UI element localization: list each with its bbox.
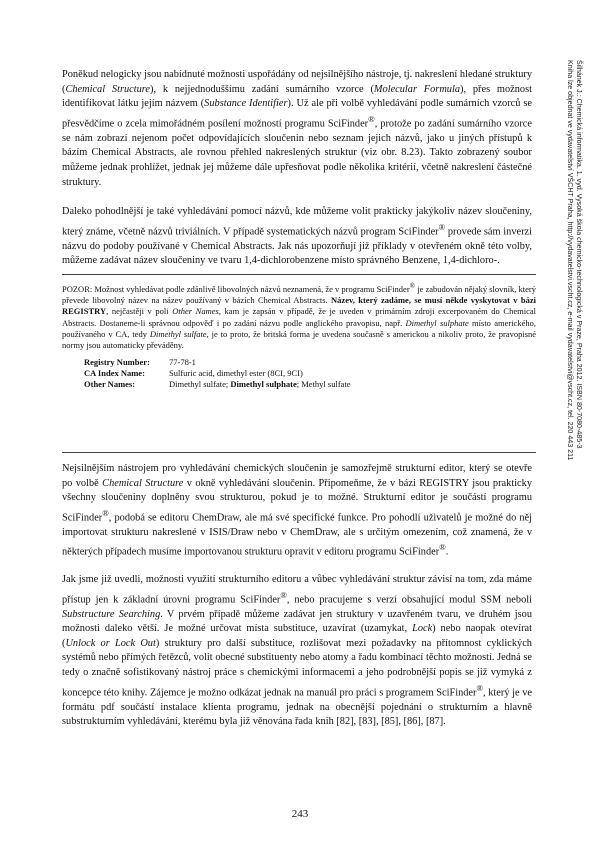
italic-term: Dimethyl sulphate (405, 317, 469, 328)
registry-record-example (84, 357, 536, 391)
text-run: ) nebo naopak otevírat ( (62, 623, 532, 649)
registered-mark: ® (438, 221, 446, 232)
paragraph-substructure-search (62, 573, 532, 730)
citation-line: Šilhánek J.: Chemická informatika. 1. vyd. Vysoká škola chemicko-technologická v Praze, Praha 2012. ISBN 80-7080-485-3 (575, 60, 583, 449)
ordering-info-line: Kniha lze objednat ve vydavatelství VŠCHT Praha, http://vydavatelstvi.vscht.cz, e-mail vydavatelstvi@vscht.cz, tel. 220 443 211 (566, 60, 575, 461)
note-bottom-rule (62, 452, 536, 453)
text-run: ). Už ale při volbě vyhledávání podle sumárních vzorců se přesvědčíme o zcela mimořádném posílení možností programu SciFinder (62, 98, 532, 130)
field-label: Registry Number: (84, 356, 150, 367)
italic-term: Substance Identifier (204, 98, 288, 110)
field-value (169, 379, 351, 390)
text-run: ; Methyl sulfate (296, 379, 351, 390)
text-run: , je to proto, že britská forma je uvedena současně s americkou a nikoliv proto, že pravopisné normy jsou automaticky převáděny. (62, 329, 537, 351)
registered-mark: ® (280, 589, 287, 600)
registered-mark: ® (439, 542, 446, 553)
text-run: ), k nejjednoduššímu zadání sumárního vzorce ( (150, 83, 374, 95)
text-run: provede sám inverzi názvu do podoby používané v Chemical Abstracts. Jak nás upozorňují již příklady v otevřeném okně této volby, můžeme zadávat název sloučeniny ve tvaru 1,4-dichlorobenzene místo správného Benzene, 1,4-dichloro-. (62, 226, 532, 267)
page-number: 243 (291, 808, 309, 820)
text-run: , podobá se editoru ChemDraw, ale má své specifické funkce. Pro pohodlí uživatelů je možné do něj importovat strukturu nakreslené v ISIS/Draw nebo v ChemDraw, ale s určitým omezením, což znamená, že v některých případech musíme importovanou strukturu opravit v editoru programu SciFinder (62, 512, 532, 558)
text-run: . (445, 546, 449, 558)
italic-term: Molecular Formula (373, 83, 461, 95)
field-label: Other Names: (84, 379, 136, 390)
italic-term: Other Names (172, 306, 219, 317)
text-run: POZOR: Možnost vyhledávat podle zdánlivě libovolných názvů neznamená, že v programu SciFinder (62, 283, 410, 294)
registry-number-row (84, 357, 536, 368)
text-run: místo amerického, používaného v CA, tedy (62, 317, 536, 340)
italic-term: Substructure Searching (62, 608, 161, 620)
field-value: 77-78-1 (169, 356, 196, 367)
text-run: Dimethyl sulfate; (169, 379, 231, 390)
text-run: . V prvém případě můžeme zadávat jen struktury v uzavřeném tvaru, ve druhém jsou možnosti daleko větší. Je možné určovat místa substituce, uzavírat (uzamykat, (62, 608, 532, 635)
text-run: , nejčastěji v poli (106, 306, 173, 317)
italic-term: Dimethyl sulfate (149, 329, 207, 340)
paragraph-structure-editor (62, 462, 532, 560)
text-run: je zabudován nějaký slovník, který převede libovolný název na název používaný v bázích Chemical Abstracts. (62, 283, 537, 306)
text-run: Nejsilnějším nástrojem pro vyhledávání chemických sloučenin je samozřejmě strukturní editor, který se otevře po volbě (62, 463, 532, 489)
italic-term: Unlock or Lock Out (65, 637, 156, 649)
bold-emphasis: Dimethyl sulphate (230, 379, 297, 390)
text-run: Daleko pohodlnější je také vyhledávání pomocí názvů, kde můžeme volit prakticky jakýkoliv název sloučeniny, který známe, včetně názvů triviálních. V případě systematických názvů program SciFinder (62, 206, 532, 238)
text-run: Jak jsme již uvedli, možnosti využití strukturního editoru a vůbec vyhledávání struktur závisí na tom, zda máme přístup jen k základní úrovni programu SciFinder (62, 574, 532, 606)
italic-term: Chemical Structure (102, 477, 184, 489)
paragraph-search-options (62, 68, 532, 190)
paragraph-name-search (62, 205, 532, 269)
italic-term: Chemical Structure (65, 83, 151, 95)
text-run: , protože po zadání sumárního vzorce se nám zobrazí nejenom počet odpovídajících sloučenin nebo seznam jejich názvů, jako u jiných přístupů k bázím Chemical Abstracts, ale rovnou přehled nakreslených struktur (viz obr. 8.23). Takto zobrazený soubor můžeme jednak prohlížet, jednak jej můžeme dále upřesňovat podle několika kritérií, včetně nakreslení částečné struktury. (62, 118, 532, 188)
side-citation-note (566, 60, 583, 620)
registered-mark: ® (368, 113, 375, 124)
warning-note-box (62, 274, 536, 391)
registered-mark: ® (102, 507, 109, 518)
text-run: v okně vyhledávání sloučenin. Připomeňme, že v bázi REGISTRY jsou prakticky všechny sloučeniny doplněny svou strukturou, pokud je to možné. Strukturní editor je součástí programu SciFinder (62, 477, 532, 524)
text-run: ), přes možnost identifikovat látku jejím názvem ( (62, 83, 532, 110)
text-run: Poněkud nelogicky jsou nabídnuté možnosti uspořádány od nejsilnějšího nástroje, tj. nakreslení hledané struktury ( (62, 69, 532, 95)
text-run: ) struktury pro další substituce, rozlišovat mezi požadavky na přítomnost cyklických systémů nebo přímých řetězců, volit obecné substituenty nebo atomy a řadu kombinací těchto možností. Jedná se tedy o značně sofistikovaný nástroj práce s chemickými informacemi a jeho podrobnější popis se již vymyká z koncepce této knihy. Zájemce je možno odkázat jednak na manuál pro práci s programem SciFinder (62, 637, 532, 699)
other-names-row (84, 379, 536, 390)
ca-index-name-row (84, 368, 536, 379)
bold-emphasis: Název, který zadáme, se musí někde vyskytovat v bázi REGISTRY (62, 295, 537, 317)
registered-mark: ® (409, 282, 416, 290)
warning-note-text (62, 281, 536, 352)
text-run: , kam je zapsán v případě, že je uveden v primárním zdroji excerpovaném do Chemical Abstracts. Dostaneme-li správnou odpověď i po zadání názvu podle anglického pravopisu, např. (62, 306, 536, 328)
field-label: CA Index Name: (84, 367, 145, 378)
field-value: Sulfuric acid, dimethyl ester (8CI, 9CI) (169, 367, 303, 378)
registered-mark: ® (476, 682, 484, 693)
text-run: , nebo pracujeme s verzí obsahující modul SSM neboli (286, 594, 532, 606)
text-run: , který je ve formátu pdf součástí instalace klienta programu, jednak na obecnější pojednání o strukturním a hlavně substrukturním vyhledávání, kterému byla již věnována řada knih [82], [83], [85], [86], [87]. (62, 687, 533, 728)
italic-term: Lock (412, 623, 433, 635)
